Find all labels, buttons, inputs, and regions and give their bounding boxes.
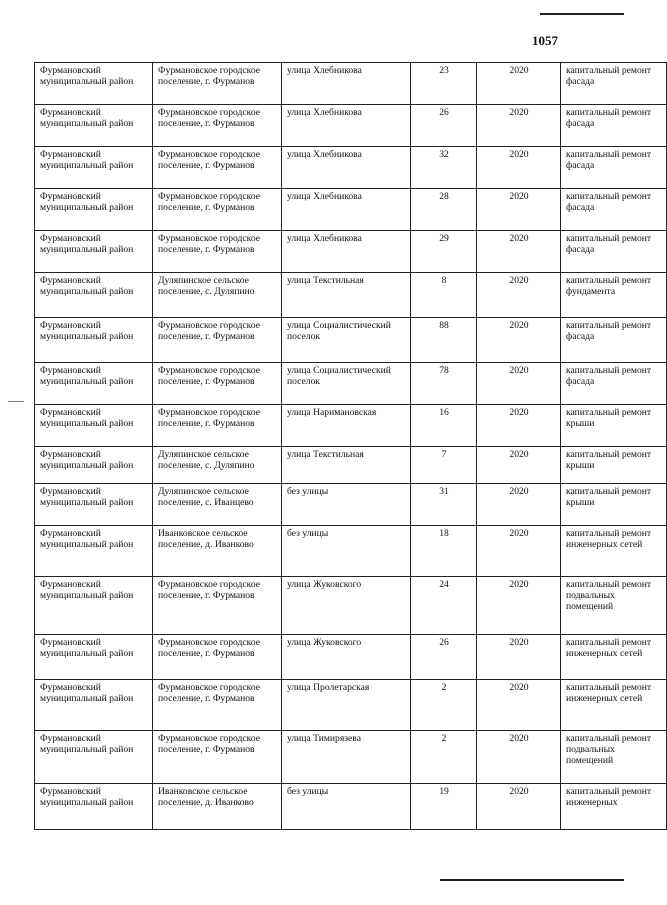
work-type-cell: капитальный ремонт инженерных сетей bbox=[561, 680, 667, 731]
year-cell: 2020 bbox=[477, 318, 561, 363]
street-cell: улица Социалистический поселок bbox=[282, 318, 411, 363]
margin-mark bbox=[8, 401, 24, 402]
house-number-cell: 8 bbox=[411, 273, 477, 318]
table-row bbox=[35, 63, 667, 105]
year-cell: 2020 bbox=[477, 231, 561, 273]
year-cell: 2020 bbox=[477, 189, 561, 231]
street-cell: улица Тимирязева bbox=[282, 731, 411, 784]
settlement-cell: Фурмановское городское поселение, г. Фурманов bbox=[153, 635, 282, 680]
table-row bbox=[35, 484, 667, 526]
work-type-cell: капитальный ремонт фасада bbox=[561, 63, 667, 105]
year-cell: 2020 bbox=[477, 680, 561, 731]
year-cell: 2020 bbox=[477, 105, 561, 147]
house-number-cell: 18 bbox=[411, 526, 477, 577]
district-cell: Фурмановский муниципальный район bbox=[35, 731, 153, 784]
year-cell: 2020 bbox=[477, 363, 561, 405]
street-cell: улица Наримановская bbox=[282, 405, 411, 447]
house-number-cell: 19 bbox=[411, 784, 477, 830]
district-cell: Фурмановский муниципальный район bbox=[35, 63, 153, 105]
house-number-cell: 16 bbox=[411, 405, 477, 447]
year-cell: 2020 bbox=[477, 447, 561, 484]
settlement-cell: Фурмановское городское поселение, г. Фурманов bbox=[153, 577, 282, 635]
settlement-cell: Фурмановское городское поселение, г. Фурманов bbox=[153, 63, 282, 105]
year-cell: 2020 bbox=[477, 577, 561, 635]
street-cell: улица Текстильная bbox=[282, 273, 411, 318]
page-number: 1057 bbox=[532, 33, 558, 48]
street-cell: без улицы bbox=[282, 784, 411, 830]
table-row bbox=[35, 147, 667, 189]
settlement-cell: Фурмановское городское поселение, г. Фурманов bbox=[153, 105, 282, 147]
year-cell: 2020 bbox=[477, 635, 561, 680]
district-cell: Фурмановский муниципальный район bbox=[35, 680, 153, 731]
district-cell: Фурмановский муниципальный район bbox=[35, 484, 153, 526]
house-number-cell: 28 bbox=[411, 189, 477, 231]
house-number-cell: 29 bbox=[411, 231, 477, 273]
house-number-cell: 32 bbox=[411, 147, 477, 189]
street-cell: улица Текстильная bbox=[282, 447, 411, 484]
table-row bbox=[35, 731, 667, 784]
district-cell: Фурмановский муниципальный район bbox=[35, 526, 153, 577]
street-cell: улица Хлебникова bbox=[282, 147, 411, 189]
year-cell: 2020 bbox=[477, 405, 561, 447]
settlement-cell: Иванковское сельское поселение, д. Иванково bbox=[153, 784, 282, 830]
settlement-cell: Фурмановское городское поселение, г. Фурманов bbox=[153, 363, 282, 405]
district-cell: Фурмановский муниципальный район bbox=[35, 405, 153, 447]
bottom-rule bbox=[440, 879, 624, 881]
house-number-cell: 26 bbox=[411, 635, 477, 680]
settlement-cell: Фурмановское городское поселение, г. Фурманов bbox=[153, 731, 282, 784]
table-row bbox=[35, 189, 667, 231]
work-type-cell: капитальный ремонт фасада bbox=[561, 147, 667, 189]
settlement-cell: Иванковское сельское поселение, д. Иванково bbox=[153, 526, 282, 577]
street-cell: улица Хлебникова bbox=[282, 63, 411, 105]
table-row bbox=[35, 577, 667, 635]
work-type-cell: капитальный ремонт фасада bbox=[561, 318, 667, 363]
settlement-cell: Фурмановское городское поселение, г. Фурманов bbox=[153, 318, 282, 363]
district-cell: Фурмановский муниципальный район bbox=[35, 363, 153, 405]
street-cell: улица Жуковского bbox=[282, 635, 411, 680]
settlement-cell: Дуляпинское сельское поселение, с. Иванцево bbox=[153, 484, 282, 526]
table-row bbox=[35, 526, 667, 577]
district-cell: Фурмановский муниципальный район bbox=[35, 105, 153, 147]
district-cell: Фурмановский муниципальный район bbox=[35, 189, 153, 231]
settlement-cell: Фурмановское городское поселение, г. Фурманов bbox=[153, 189, 282, 231]
house-number-cell: 88 bbox=[411, 318, 477, 363]
house-number-cell: 78 bbox=[411, 363, 477, 405]
street-cell: улица Хлебникова bbox=[282, 189, 411, 231]
street-cell: улица Хлебникова bbox=[282, 231, 411, 273]
district-cell: Фурмановский муниципальный район bbox=[35, 635, 153, 680]
settlement-cell: Фурмановское городское поселение, г. Фурманов bbox=[153, 405, 282, 447]
year-cell: 2020 bbox=[477, 63, 561, 105]
street-cell: без улицы bbox=[282, 526, 411, 577]
work-type-cell: капитальный ремонт крыши bbox=[561, 484, 667, 526]
district-cell: Фурмановский муниципальный район bbox=[35, 784, 153, 830]
work-type-cell: капитальный ремонт инженерных сетей bbox=[561, 526, 667, 577]
work-type-cell: капитальный ремонт крыши bbox=[561, 447, 667, 484]
work-type-cell: капитальный ремонт фасада bbox=[561, 231, 667, 273]
work-type-cell: капитальный ремонт фасада bbox=[561, 363, 667, 405]
top-rule bbox=[540, 13, 624, 15]
work-type-cell: капитальный ремонт фасада bbox=[561, 105, 667, 147]
house-number-cell: 26 bbox=[411, 105, 477, 147]
house-number-cell: 7 bbox=[411, 447, 477, 484]
house-number-cell: 31 bbox=[411, 484, 477, 526]
house-number-cell: 23 bbox=[411, 63, 477, 105]
district-cell: Фурмановский муниципальный район bbox=[35, 147, 153, 189]
year-cell: 2020 bbox=[477, 273, 561, 318]
registry-body bbox=[35, 63, 667, 830]
settlement-cell: Фурмановское городское поселение, г. Фурманов bbox=[153, 231, 282, 273]
table-row bbox=[35, 363, 667, 405]
table-row bbox=[35, 405, 667, 447]
table-row bbox=[35, 318, 667, 363]
house-number-cell: 24 bbox=[411, 577, 477, 635]
table-row bbox=[35, 447, 667, 484]
street-cell: улица Пролетарская bbox=[282, 680, 411, 731]
settlement-cell: Фурмановское городское поселение, г. Фурманов bbox=[153, 147, 282, 189]
work-type-cell: капитальный ремонт инженерных сетей bbox=[561, 635, 667, 680]
district-cell: Фурмановский муниципальный район bbox=[35, 318, 153, 363]
work-type-cell: капитальный ремонт крыши bbox=[561, 405, 667, 447]
year-cell: 2020 bbox=[477, 731, 561, 784]
work-type-cell: капитальный ремонт фундамента bbox=[561, 273, 667, 318]
registry-table bbox=[34, 62, 667, 830]
work-type-cell: капитальный ремонт подвальных помещений bbox=[561, 731, 667, 784]
district-cell: Фурмановский муниципальный район bbox=[35, 577, 153, 635]
district-cell: Фурмановский муниципальный район bbox=[35, 231, 153, 273]
district-cell: Фурмановский муниципальный район bbox=[35, 447, 153, 484]
work-type-cell: капитальный ремонт инженерных bbox=[561, 784, 667, 830]
work-type-cell: капитальный ремонт фасада bbox=[561, 189, 667, 231]
year-cell: 2020 bbox=[477, 147, 561, 189]
table-row bbox=[35, 105, 667, 147]
house-number-cell: 2 bbox=[411, 680, 477, 731]
table-row bbox=[35, 680, 667, 731]
table-row bbox=[35, 635, 667, 680]
street-cell: улица Жуковского bbox=[282, 577, 411, 635]
settlement-cell: Фурмановское городское поселение, г. Фурманов bbox=[153, 680, 282, 731]
settlement-cell: Дуляпинское сельское поселение, с. Дуляпино bbox=[153, 447, 282, 484]
table-row bbox=[35, 784, 667, 830]
settlement-cell: Дуляпинское сельское поселение, с. Дуляпино bbox=[153, 273, 282, 318]
district-cell: Фурмановский муниципальный район bbox=[35, 273, 153, 318]
street-cell: улица Социалистический поселок bbox=[282, 363, 411, 405]
table-row bbox=[35, 273, 667, 318]
street-cell: улица Хлебникова bbox=[282, 105, 411, 147]
table-row bbox=[35, 231, 667, 273]
work-type-cell: капитальный ремонт подвальных помещений bbox=[561, 577, 667, 635]
house-number-cell: 2 bbox=[411, 731, 477, 784]
year-cell: 2020 bbox=[477, 784, 561, 830]
year-cell: 2020 bbox=[477, 526, 561, 577]
street-cell: без улицы bbox=[282, 484, 411, 526]
year-cell: 2020 bbox=[477, 484, 561, 526]
